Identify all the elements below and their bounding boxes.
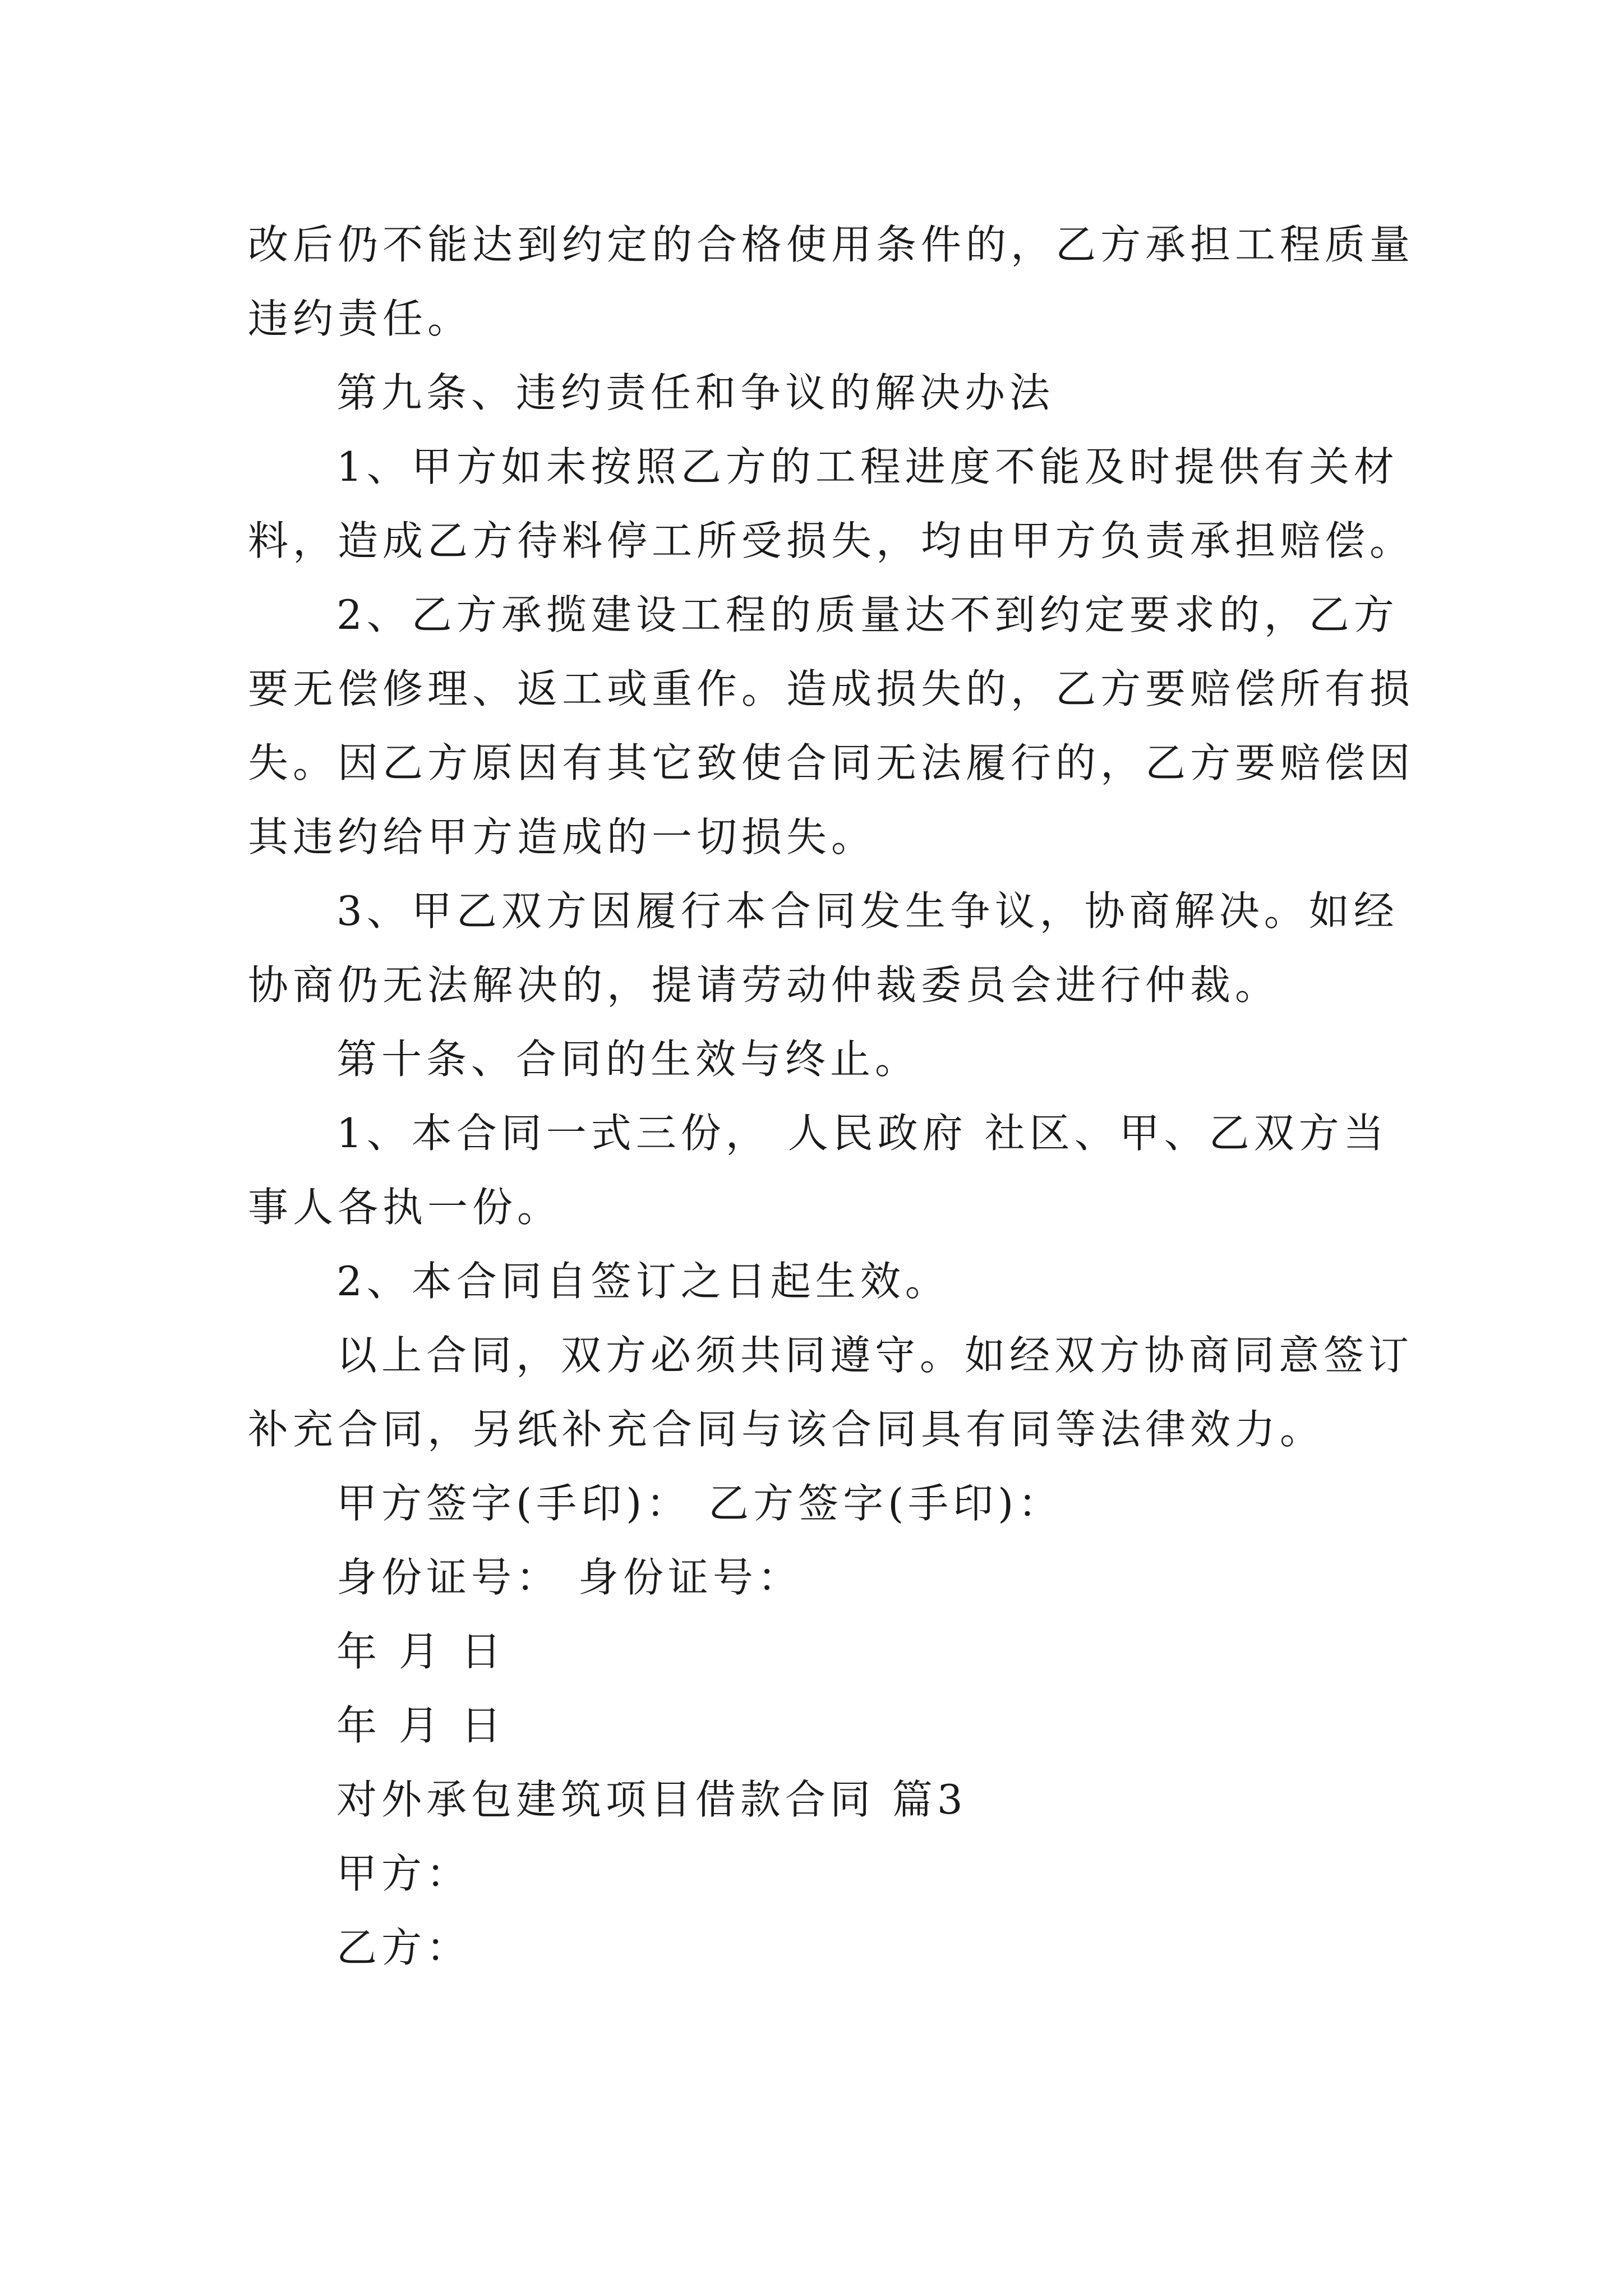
signature-line: 甲方签字(手印)： 乙方签字(手印)：: [336, 1480, 1063, 1527]
paragraph-line: 要无偿修理、返工或重作。造成损失的，乙方要赔偿所有损: [248, 665, 1415, 712]
paragraph-line: 事人各执一份。: [248, 1184, 562, 1231]
paragraph-line: 1、本合同一式三份， 人民政府 社区、甲、乙双方当: [336, 1110, 1389, 1157]
paragraph-line: 3、甲乙双方因履行本合同发生争议，协商解决。如经: [336, 887, 1399, 935]
paragraph-line: 协商仍无法解决的，提请劳动仲裁委员会进行仲裁。: [248, 961, 1280, 1009]
paragraph-line: 违约责任。: [248, 295, 473, 342]
paragraph-line: 料，造成乙方待料停工所受损失，均由甲方负责承担赔偿。: [248, 517, 1415, 564]
date-line: 年 月 日: [336, 1702, 506, 1749]
paragraph-line: 2、本合同自签订之日起生效。: [336, 1258, 950, 1305]
paragraph-line: 其违约给甲方造成的一切损失。: [248, 813, 877, 861]
paragraph-line: 1、甲方如未按照乙方的工程进度不能及时提供有关材: [336, 443, 1399, 490]
party-b-line: 乙方：: [336, 1924, 472, 1971]
paragraph-line: 以上合同，双方必须共同遵守。如经双方协商同意签订: [336, 1332, 1414, 1379]
party-a-line: 甲方：: [336, 1850, 472, 1897]
paragraph-line: 改后仍不能达到约定的合格使用条件的，乙方承担工程质量: [248, 221, 1415, 268]
id-number-line: 身份证号： 身份证号：: [336, 1554, 803, 1601]
document-title: 对外承包建筑项目借款合同 篇3: [336, 1776, 967, 1823]
section-heading: 第十条、合同的生效与终止。: [336, 1036, 920, 1083]
paragraph-line: 失。因乙方原因有其它致使合同无法履行的，乙方要赔偿因: [248, 739, 1415, 786]
paragraph-line: 补充合同，另纸补充合同与该合同具有同等法律效力。: [248, 1406, 1325, 1453]
section-heading: 第九条、违约责任和争议的解决办法: [336, 369, 1055, 416]
paragraph-line: 2、乙方承揽建设工程的质量达不到约定要求的，乙方: [336, 591, 1399, 638]
date-line: 年 月 日: [336, 1628, 506, 1675]
